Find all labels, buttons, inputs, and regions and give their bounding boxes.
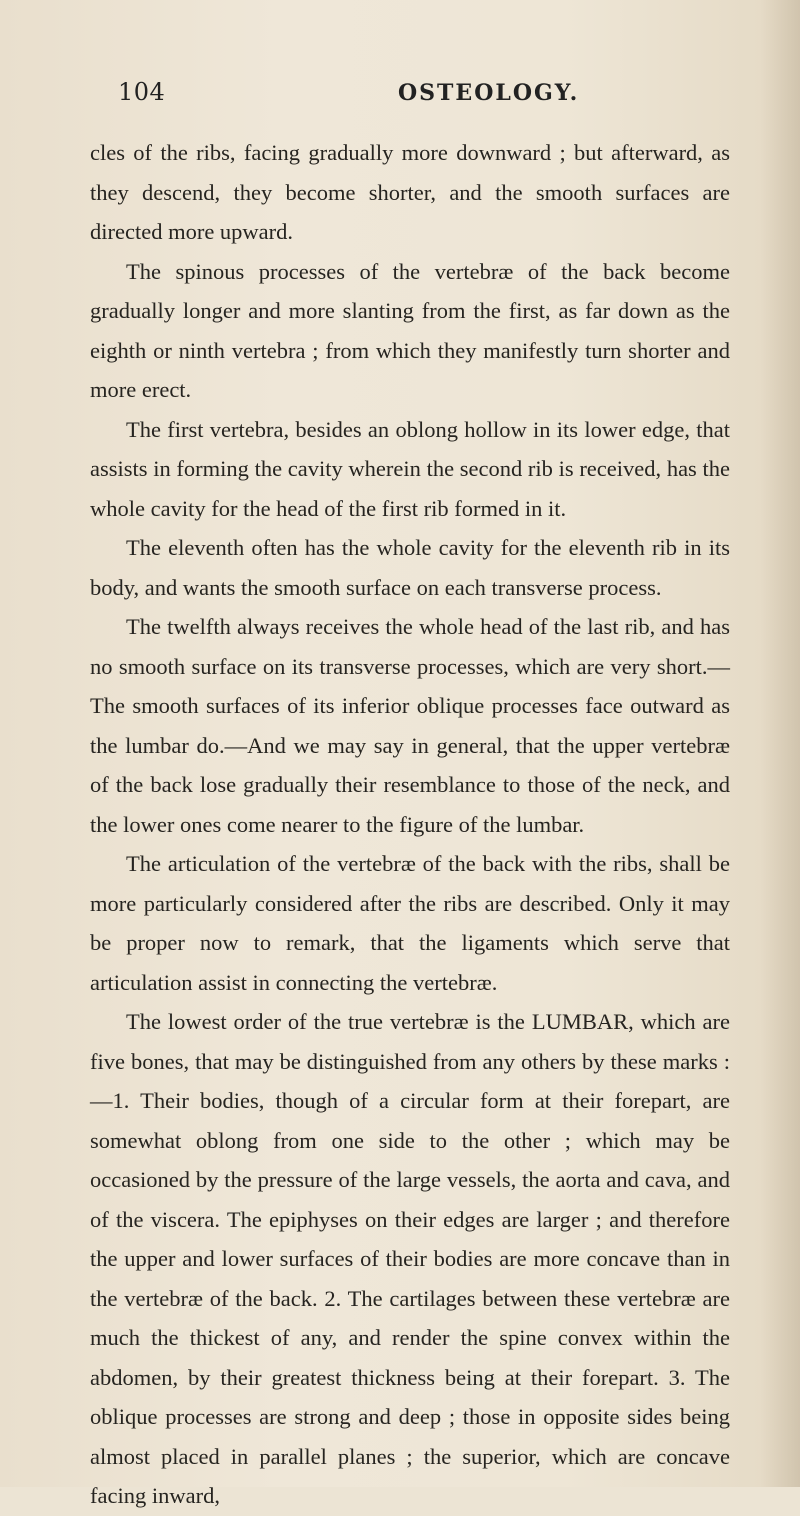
paragraph-continued: cles of the ribs, facing gradually more downward ; but afterward, as they descend, they become shorter, and the smooth surfaces are directed more upward. [90,140,730,244]
page-number: 104 [118,78,166,106]
running-head: OSTEOLOGY. [398,80,580,106]
paragraph-twelfth: The twelfth always receives the whole head of the last rib, and has no smooth surface on its transverse processes, which are very short.—The smooth surfaces of its inferior oblique processes face outward as the lumbar do.—And we may say in general, that the upper vertebræ of the back lose gradually their resemblance to those of the neck, and the lower ones come nearer to the figure of the lumbar. [90,614,730,837]
page-gutter-shadow [760,0,800,1487]
paragraph-eleventh: The eleventh often has the whole cavity for the eleventh rib in its body, and wants the smooth surface on each transverse process. [90,535,730,600]
body-text [90,133,730,1516]
paragraph-spinous-processes: The spinous processes of the vertebræ of the back become gradually longer and more slanting from the first, as far down as the eighth or ninth vertebra ; from which they manifestly turn shorter and more erect. [90,258,730,402]
paragraph-first-vertebra: The first vertebra, besides an oblong hollow in its lower edge, that assists in forming the cavity wherein the second rib is received, has the whole cavity for the head of the first rib formed in it. [90,416,730,521]
paragraph-articulation: The articulation of the vertebræ of the back with the ribs, shall be more particularly considered after the ribs are described. Only it may be proper now to remark, that the ligaments which serve that articulation assist in connecting the vertebræ. [90,851,730,995]
paragraph-lumbar: The lowest order of the true vertebræ is the LUMBAR, which are five bones, that may be distinguished from any others by these marks :—1. Their bodies, though of a circular form at their forepart, are somewhat oblong from one side to the other ; which may be occasioned by the pressure of the large vessels, the aorta and cava, and of the viscera. The epiphyses on their edges are larger ; and therefore the upper and lower surfaces of their bodies are more concave than in the vertebræ of the back. 2. The cartilages between these vertebræ are much the thickest of any, and render the spine convex within the abdomen, by their greatest thickness being at their forepart. 3. The oblique processes are strong and deep ; those in opposite sides being almost placed in parallel planes ; the superior, which are concave facing inward, [90,1009,730,1508]
page-header [118,78,718,118]
